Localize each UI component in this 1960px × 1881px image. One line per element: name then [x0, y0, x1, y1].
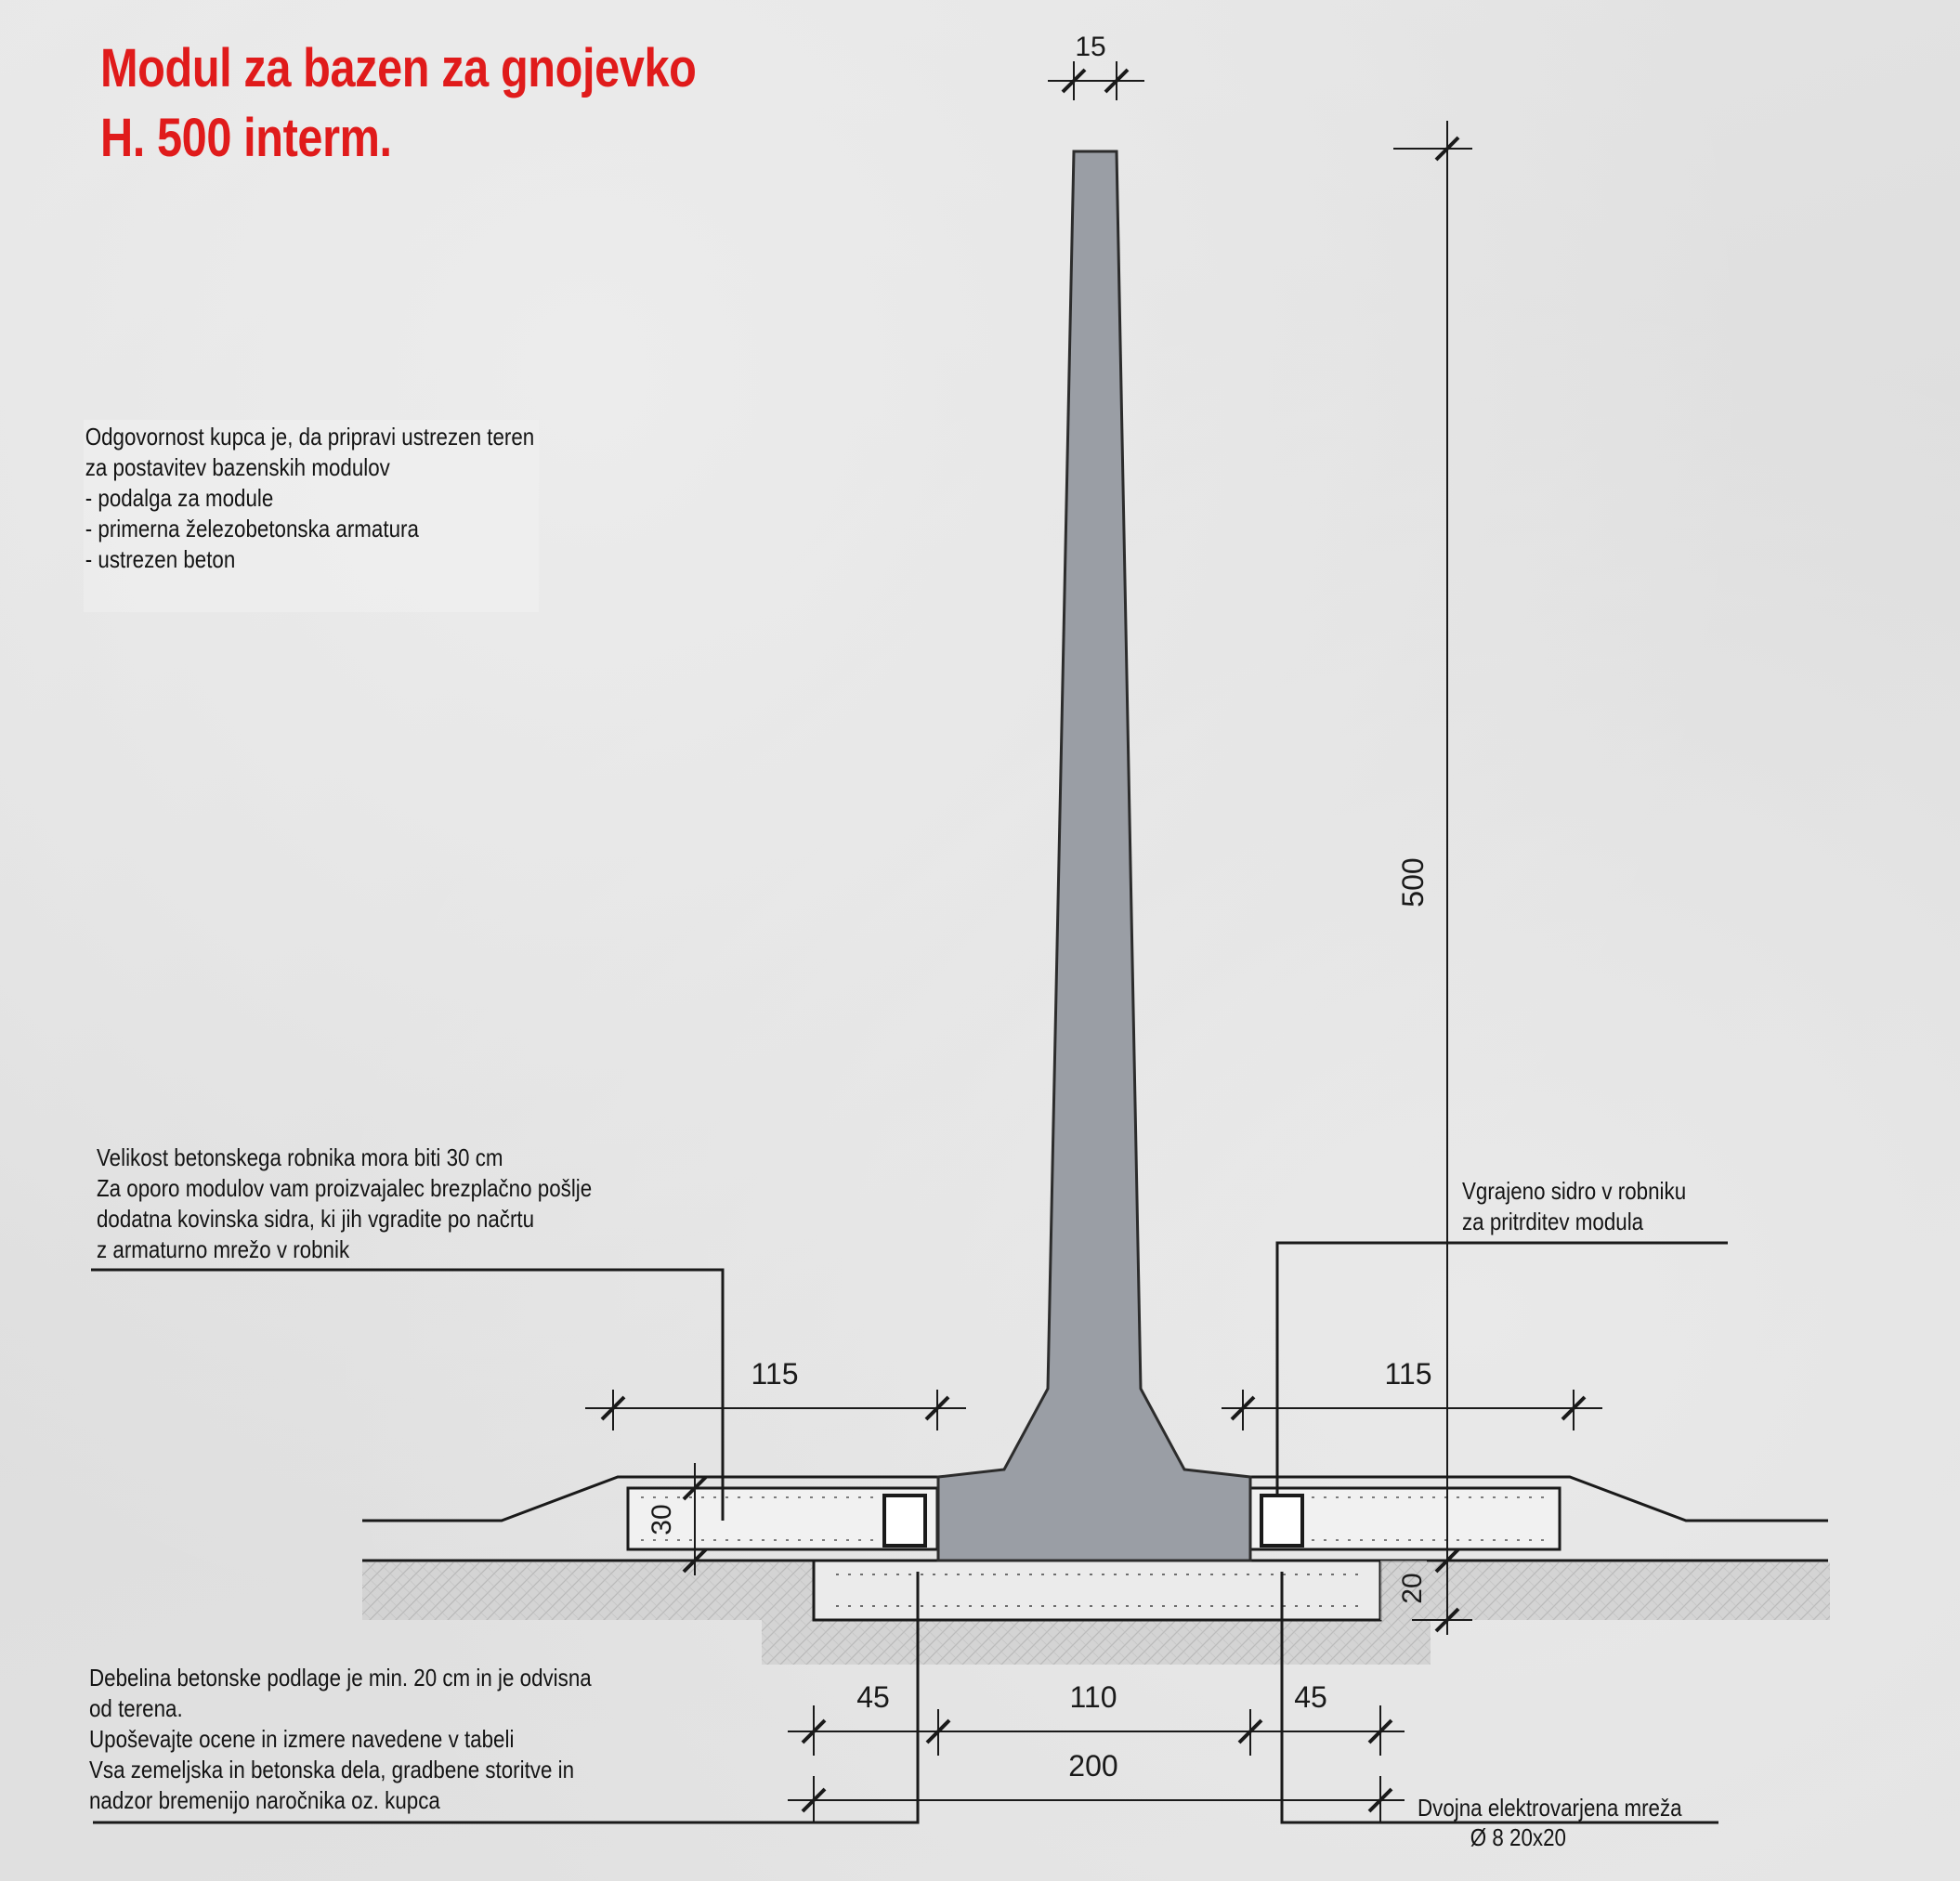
note-line: Vgrajeno sidro v robniku — [1462, 1177, 1687, 1205]
note-mesh — [1418, 1793, 1682, 1852]
curb-right — [1250, 1488, 1560, 1549]
note-line: z armaturno mrežo v robnik — [97, 1235, 350, 1263]
note-line: dodatna kovinska sidra, ki jih vgradite po načrtu — [97, 1205, 535, 1233]
dim-foot-right: 45 — [1294, 1680, 1327, 1714]
dim-base-thickness: 20 — [1397, 1573, 1428, 1604]
note-anchor — [1462, 1176, 1686, 1237]
anchor-box-left — [884, 1496, 925, 1546]
note-line: Upoševajte ocene in izmere navedene v tabeli — [89, 1725, 515, 1753]
note-line: - ustrezen beton — [85, 545, 236, 573]
note-line: za postavitev bazenskih modulov — [85, 453, 390, 481]
anchor-box-right — [1261, 1496, 1302, 1546]
note-customer-responsibility — [84, 420, 539, 612]
dim-top-width: 15 — [1075, 32, 1106, 62]
title-line-1: Modul za bazen za gnojevko — [100, 38, 697, 98]
dim-curb-height: 30 — [647, 1504, 677, 1535]
note-base — [89, 1663, 592, 1816]
note-line: Dvojna elektrovarjena mreža — [1418, 1794, 1682, 1822]
note-line: za pritrditev modula — [1462, 1208, 1644, 1235]
dim-curb-right-width: 115 — [1384, 1357, 1432, 1391]
wall-module — [938, 151, 1250, 1561]
note-line: Za oporo modulov vam proizvajalec brezplačno pošlje — [97, 1174, 593, 1202]
dim-foot-center: 110 — [1069, 1680, 1117, 1714]
note-curb — [97, 1143, 592, 1265]
dim-curb-left-width: 115 — [751, 1357, 799, 1391]
note-line: Odgovornost kupca je, da pripravi ustrezen teren — [85, 423, 535, 451]
note-line: Vsa zemeljska in betonska dela, gradbene storitve in — [89, 1756, 575, 1783]
note-line: - podalga za module — [85, 484, 274, 512]
note-line: od terena. — [89, 1694, 183, 1722]
dim-foot-total: 200 — [1068, 1749, 1118, 1783]
dim-foot-left: 45 — [856, 1680, 890, 1714]
title-line-2: H. 500 interm. — [100, 108, 392, 168]
note-line: Ø 8 20x20 — [1470, 1823, 1566, 1851]
dim-height: 500 — [1396, 857, 1430, 908]
note-line: Debelina betonske podlage je min. 20 cm in je odvisna — [89, 1664, 592, 1692]
note-line: - primerna železobetonska armatura — [85, 515, 419, 542]
base-slab — [814, 1561, 1427, 1620]
note-line: Velikost betonskega robnika mora biti 30 cm — [97, 1143, 503, 1171]
note-line: nadzor bremenijo naročnika oz. kupca — [89, 1786, 440, 1814]
